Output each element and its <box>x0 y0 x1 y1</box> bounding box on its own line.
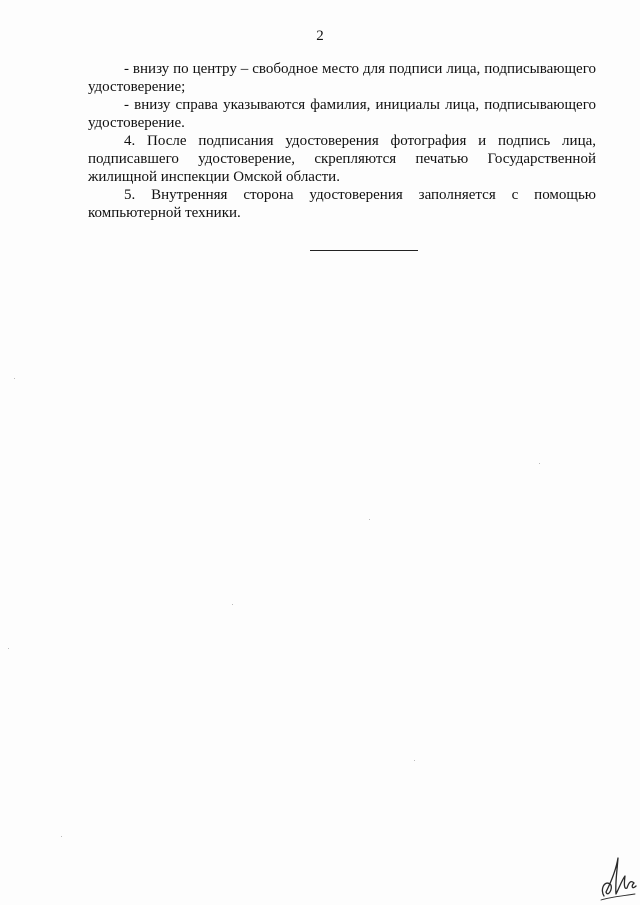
scan-speck <box>14 378 15 379</box>
scan-speck <box>539 463 540 464</box>
scan-speck <box>369 519 370 520</box>
scan-speck <box>414 760 415 761</box>
scan-speck <box>8 648 9 649</box>
handwritten-signature-icon <box>598 850 638 902</box>
paragraph-item-4: 4. После подписания удостоверения фотография и подпись лица, подписавшего удостоверение, скрепляются печатью Государственной жилищной инспекции Омской области. <box>88 133 596 185</box>
document-body <box>88 60 596 222</box>
end-of-text-divider <box>310 250 418 251</box>
page-number: 2 <box>316 28 324 44</box>
scan-speck <box>61 836 62 837</box>
paragraph-bottom-right: - внизу справа указываются фамилия, инициалы лица, подписывающего удостоверение. <box>88 97 596 131</box>
paragraph-bottom-center: - внизу по центру – свободное место для подписи лица, подписывающего удостоверение; <box>88 61 596 95</box>
scan-speck <box>232 604 233 605</box>
paragraph-item-5: 5. Внутренняя сторона удостоверения заполняется с помощью компьютерной техники. <box>88 187 596 221</box>
